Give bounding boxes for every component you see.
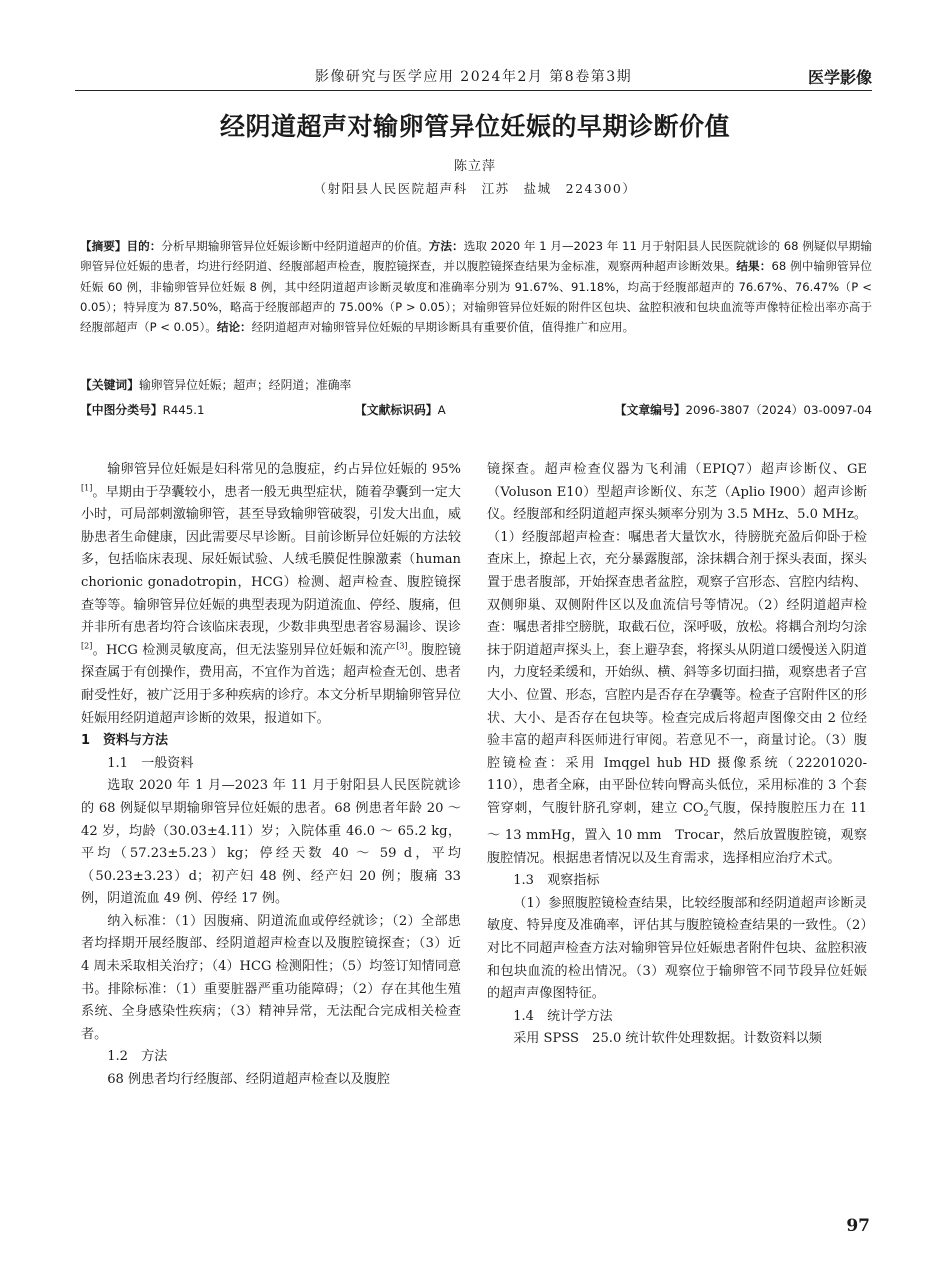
clc-label: 【中图分类号】 [80,403,163,417]
indices-paragraph: （1）参照腹腔镜检查结果，比较经腹部和经阴道超声诊断灵敏度、特异度及准确率，评估其与腹腔镜检查结果的一致性。（2）对比不同超声检查方法对输卵管异位妊娠患者附件包块、盆腔积液和包块血流的检出情况。（3）观察位于输卵管不同节段异位妊娠的超声声像图特征。 [487,895,867,1002]
subsection-heading-1-3: 1.3 观察指标 [513,873,600,889]
citation-3[interactable]: [3] [396,641,408,651]
citation-1[interactable]: [1] [81,483,93,493]
method-paragraph-cont [487,459,867,870]
article-meta [80,401,872,421]
method-paragraph-start: 68 例患者均行经腹部、经阴道超声检查以及腹腔 [107,1072,390,1088]
subsection-heading-1-1: 1.1 一般资料 [107,755,194,771]
doc-code-value: A [437,403,446,417]
keywords-value: 输卵管异位妊娠；超声；经阴道；准确率 [139,378,352,392]
intro-text-c: 。HCG 检测灵敏度高，但无法鉴别异位妊娠和流产 [92,642,397,658]
abstract-label: 【摘要】 [80,239,127,253]
conclusion-label: 结论： [216,320,252,335]
methods-text: 选取 2020 年 1 月—2023 年 11 月于射阳县人民医院就诊的 68 例疑似早期输卵管异位妊娠的患者，均进行经阴道、经腹部超声检查，腹腔镜探查，并以腹腔镜探查结果为金标准，观察两种超声诊断效果。 [80,239,872,274]
journal-info: 影像研究与医学应用 2024年2月 第8卷第3期 [314,69,633,85]
stats-paragraph: 采用 SPSS 25.0 统计软件处理数据。计数资料以频 [513,1031,822,1047]
criteria-paragraph: 纳入标准：（1）因腹痛、阴道流血或停经就诊；（2）全部患者均择期开展经腹部、经阴道超声检查以及腹腔镜探查；（3）近 4 周未采取相关治疗；（4）HCG 检测阳性；（5）均签订知情同意书。排除标准：（1）重要脏器严重功能障碍；（2）存在其他生殖系统、全身感染性疾病；（3）精神异常，无法配合完成相关检查者。 [81,913,461,1042]
article-number [615,401,872,418]
general-data-paragraph: 选取 2020 年 1 月—2023 年 11 月于射阳县人民医院就诊的 68 例疑似早期输卵管异位妊娠的患者。68 例患者年龄 20 ～ 42 岁，均龄（30.03±4.11）岁；入院体重 46.0 ～ 65.2 kg，平均（57.23±5.23）kg；停经天数 40 ～ 59 d，平均（50.23±3.23）d；初产妇 48 例、经产妇 20 例；腹痛 33 例，阴道流血 49 例、停经 17 例。 [81,778,461,907]
paper-title: 经阴道超声对输卵管异位妊娠的早期诊断价值 [219,112,730,141]
section-heading-1: 1 资料与方法 [81,733,169,749]
body-column-left [81,459,461,1092]
keywords-label: 【关键词】 [80,378,139,392]
intro-text-b: 。早期由于孕囊较小，患者一般无典型症状，随着孕囊到一定大小时，可局部刺激输卵管，甚至导致输卵管破裂，引发大出血，威胁患者生命健康，因此需要尽早诊断。目前诊断异位妊娠的方法较多，包括临床表现、尿妊娠试验、人绒毛膜促性腺激素（human chorionic gonadotropin，HCG）检测、超声检查、腹腔镜探查等等。输卵管异位妊娠的典型表现为阴道流血、停经、腹痛，但并非所有患者均符合该临床表现，少数非典型患者容易漏诊、误诊 [81,484,461,636]
results-text: 68 例中输卵管异位妊娠 60 例，非输卵管异位妊娠 8 例，其中经阴道超声诊断灵敏度和准确率分别为 91.67%、91.18%，均高于经腹部超声的 76.67%、76.47%（P < 0.05）；特异度为 87.50%，略高于经腹部超声的 75.00%（P > 0.05）；对输卵管异位妊娠的附件区包块、盆腔积液和包块血流等声像特征检出率亦高于经腹部超声（P < 0.05）。 [80,259,872,335]
intro-text-a: 输卵管异位妊娠是妇科常见的急腹症，约占异位妊娠的 95% [107,462,461,477]
clc-number [80,401,205,418]
intro-paragraph [81,459,461,730]
author-name: 陈立萍 [453,159,496,174]
method-text-b: 镜探查。超声检查仪器为飞利浦（EPIQ7）超声诊断仪、GE（Voluson E10）型超声诊断仪、东芝（Aplio I900）超声诊断仪。经腹部和经阴道超声探头频率分别为 3.5 MHz、5.0 MHz。（1）经腹部超声检查：嘱患者大量饮水，待膀胱充盈后仰卧于检查床上，撩起上衣，充分暴露腹部，涂抹耦合剂于探头表面，探头置于患者腹部，开始探查患者盆腔，观察子宫形态、宫腔内结构、双侧卵巢、双侧附件区以及血流信号等情况。（2）经阴道超声检查：嘱患者排空膀胱，取截石位，深呼吸，放松。将耦合剂均匀涂抹于阴道超声探头上，套上避孕套，将探头从阴道口缓慢送入阴道内，力度轻柔缓和，开始纵、横、斜等多切面扫描，观察患者子宫大小、位置、形态，宫腔内是否存在孕囊等。检查子宫附件区的形状、大小、是否存在包块等。检查完成后将超声图像交由 2 位经验丰富的超声科医师进行审阅。若意见不一，商量讨论。（3）腹腔镜检查：采用 Imqgel hub HD 摄像系统（22201020-110），患者全麻，由平卧位转向臀高头低位，采用标准的 3 个套管穿刺，气腹针脐孔穿刺，建立 CO [487,462,867,816]
conclusion-text: 经阴道超声对输卵管异位妊娠的早期诊断具有重要价值，值得推广和应用。 [251,320,635,335]
co2-subscript: 2 [703,808,709,818]
article-no-label: 【文章编号】 [614,403,686,417]
abstract [80,236,872,337]
method-text-c: 气腹，保持腹腔压力在 11 ～ 13 mmHg，置入 10 mm Trocar，然后放置腹腔镜，观察腹腔情况。根据患者情况以及生育需求，选择相应治疗术式。 [487,800,867,866]
clc-value: R445.1 [162,403,205,417]
subsection-heading-1-2: 1.2 方法 [107,1049,168,1065]
section-label: 医学影像 [807,68,872,87]
objective-text: 分析早期输卵管异位妊娠诊断中经阴道超声的价值。 [161,239,429,253]
document-code [355,401,446,418]
methods-label: 方法： [428,239,464,253]
objective-label: 目的： [126,239,162,253]
doc-code-label: 【文献标识码】 [355,403,438,417]
author-affiliation: （射阳县人民医院超声科 江苏 盐城 224300） [313,181,637,196]
results-label: 结果： [736,259,772,274]
running-header [75,62,872,91]
citation-2[interactable]: [2] [81,641,93,651]
keywords [80,376,872,393]
intro-text-d: 。腹腔镜探查属于有创操作，费用高，不宜作为首选；超声检查无创、患者耐受性好，被广泛用于多种疾病的诊疗。本文分析早期输卵管异位妊娠用经阴道超声诊断的效果，报道如下。 [81,642,461,726]
page-number: 97 [846,1216,870,1236]
body-column-right [487,459,867,1051]
subsection-heading-1-4: 1.4 统计学方法 [513,1008,613,1024]
article-no-value: 2096-3807（2024）03-0097-04 [685,403,872,417]
